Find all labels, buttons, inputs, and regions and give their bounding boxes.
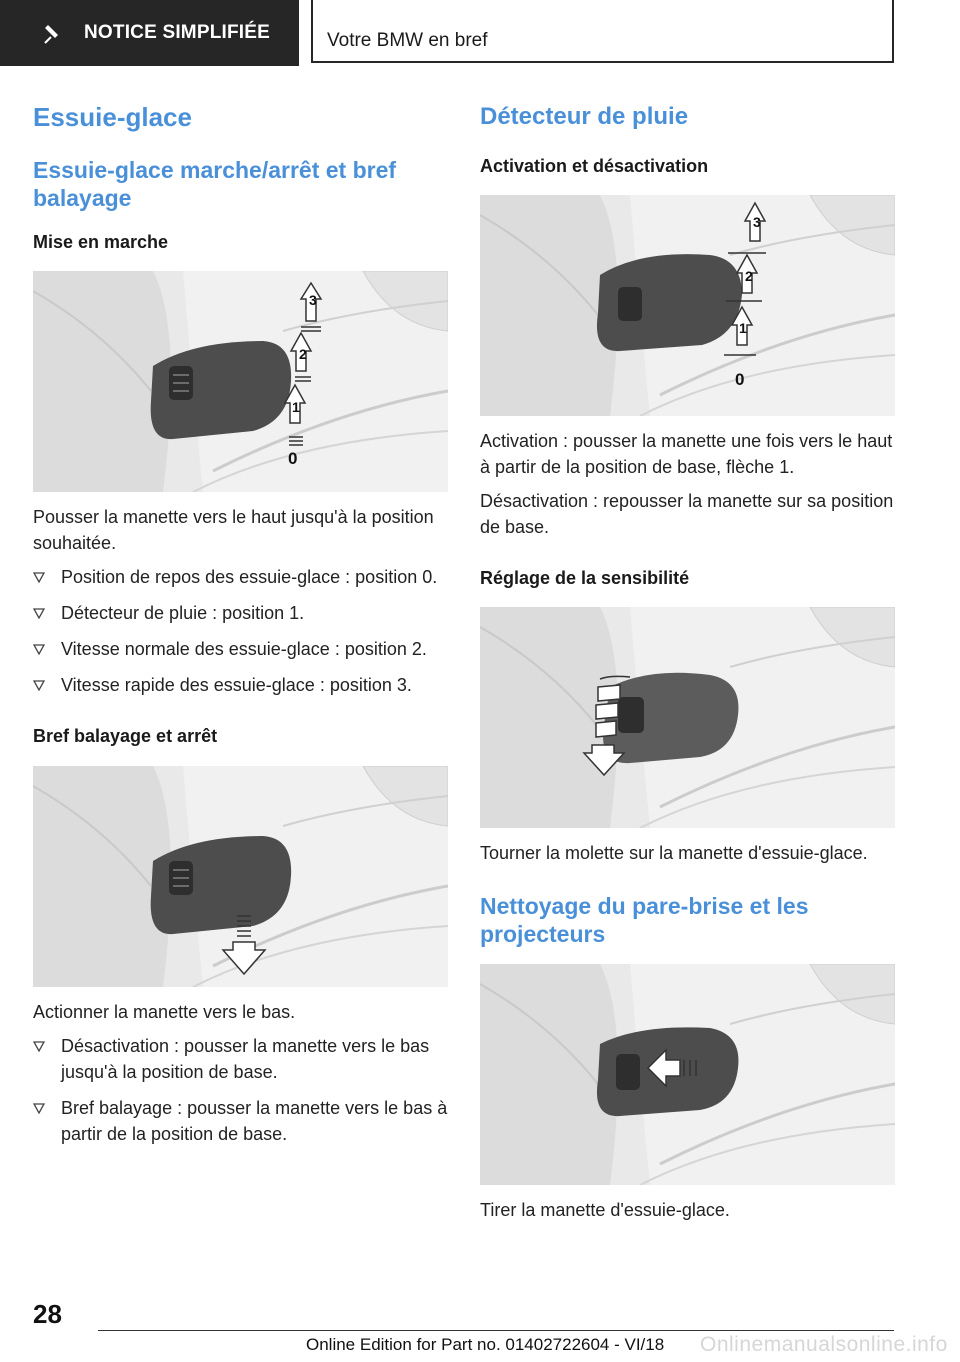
paragraph-washer: Tirer la manette d'essuie-glace. — [480, 1200, 730, 1220]
section-title-wipers: Essuie-glace — [33, 102, 192, 132]
paragraph-brief: Actionner la manette vers le bas. — [33, 1002, 296, 1022]
list-item: Vitesse rapide des essuie-glace : position 3. — [33, 672, 449, 698]
watermark: Onlinemanualsonline.info — [700, 1333, 948, 1356]
figure-washer — [480, 964, 895, 1185]
header-section — [311, 0, 894, 63]
header-tab[interactable] — [0, 0, 299, 66]
subtitle-cleaning: Nettoyage du pare-brise et les projecteurs — [480, 893, 809, 947]
section-title-rain-sensor: Détecteur de pluie — [480, 103, 689, 130]
list-start — [33, 564, 449, 698]
heading-sensitivity: Réglage de la sensibilité — [480, 568, 690, 588]
paragraph-start: Pousser la manette vers le haut jusqu'à la position souhaitée. — [33, 507, 434, 553]
figure-label-2: 2 — [299, 346, 307, 362]
footer-edition: Online Edition for Part no. 01402722604 - VI/18 — [306, 1335, 665, 1354]
figure-sensitivity — [480, 607, 895, 828]
figure-rain-sensor — [480, 195, 895, 416]
paragraph-sensitivity: Tourner la molette sur la manette d'essuie-glace. — [480, 843, 868, 863]
triangle-bullet-icon — [33, 572, 45, 583]
paragraph-deactivation: Désactivation : repousser la manette sur sa position de base. — [480, 491, 894, 537]
figure-label-3: 3 — [309, 292, 317, 308]
list-item: Position de repos des essuie-glace : position 0. — [33, 564, 449, 590]
figure-label-2: 2 — [745, 268, 753, 284]
subtitle-wipers-on-off: Essuie-glace marche/arrêt et bref balayage — [33, 157, 397, 211]
footer-divider — [98, 1330, 894, 1331]
triangle-bullet-icon — [33, 680, 45, 691]
list-brief — [33, 1033, 449, 1147]
pin-icon — [42, 22, 64, 44]
page-number: 28 — [33, 1299, 62, 1329]
triangle-bullet-icon — [33, 1103, 45, 1114]
heading-brief: Bref balayage et arrêt — [33, 726, 218, 746]
heading-activation: Activation et désactivation — [480, 156, 709, 176]
heading-start: Mise en marche — [33, 232, 169, 252]
triangle-bullet-icon — [33, 644, 45, 655]
list-item: Désactivation : pousser la manette vers le bas jusqu'à la position de base. — [33, 1033, 449, 1085]
figure-wiper-down — [33, 766, 448, 987]
list-item: Détecteur de pluie : position 1. — [33, 600, 449, 626]
left-column — [33, 100, 449, 1147]
list-item: Vitesse normale des essuie-glace : position 2. — [33, 636, 449, 662]
figure-label-1: 1 — [292, 399, 300, 415]
right-column — [480, 100, 896, 1223]
figure-wiper-up — [33, 271, 448, 492]
header-tab-label: NOTICE SIMPLIFIÉE — [84, 22, 271, 43]
figure-label-1: 1 — [739, 320, 747, 336]
list-item: Bref balayage : pousser la manette vers le bas à partir de la position de base. — [33, 1095, 449, 1147]
paragraph-activation: Activation : pousser la manette une fois vers le haut à partir de la position de base, flèche 1. — [480, 431, 893, 477]
figure-label-0: 0 — [288, 449, 298, 468]
triangle-bullet-icon — [33, 608, 45, 619]
header-section-label: Votre BMW en bref — [327, 30, 488, 51]
triangle-bullet-icon — [33, 1041, 45, 1052]
figure-label-0: 0 — [735, 370, 745, 389]
figure-label-3: 3 — [753, 214, 761, 230]
